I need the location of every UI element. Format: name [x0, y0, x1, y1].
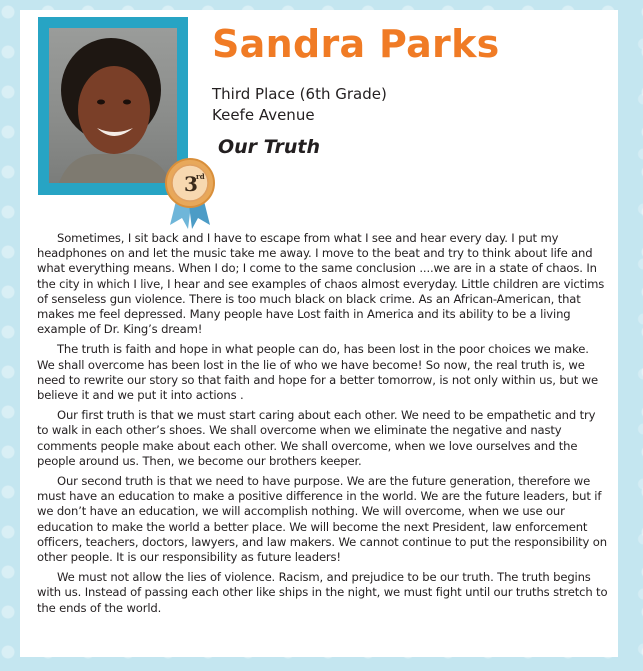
award-place: Third Place (6th Grade): [212, 85, 387, 103]
essay-paragraph: Our second truth is that we need to have purpose. We are the future generation, therefore we must have an education to make a positive difference in the world. We are the future leaders, but if we don’t have an education, we will accomplish nothing. We will overcome, when we use our education to make the world a better place. We will become the next President, law enforcement officers, teachers, doctors, lawyers, and law makers. We cannot continue to put the responsibility on other people. It is our responsibility as future leaders!: [37, 474, 607, 565]
portrait-photo: [49, 28, 177, 183]
essay-paragraph: We must not allow the lies of violence. Racism, and prejudice to be our truth. The truth begins with us. Instead of passing each other like ships in the night, we must fight until our truths stretch to the ends of the world.: [37, 570, 608, 615]
essay-title: Our Truth: [218, 136, 321, 158]
medal-label: 3: [184, 172, 198, 196]
essay-body: [37, 231, 609, 621]
essay-paragraph: Our first truth is that we must start caring about each other. We need to be empathetic and try to walk in each other’s shoes. We shall overcome when we eliminate the negative and nasty comments people make about each other. We shall overcome, when we love ourselves and the people around us. Then, we become our brothers keeper.: [37, 408, 596, 468]
essay-paragraph: Sometimes, I sit back and I have to escape from what I see and hear every day. I put my headphones on and let the music take me away. I move to the beat and try to think about life and what everything means. When I do; I come to the same conclusion ....we are in a state of chaos. In the city in which I live, I hear and see examples of chaos almost everyday. Little children are victims of senseless gun violence. There is too much black on black crime. As an African-American, that makes me feel depressed. Many people have Lost faith in America and its ability to be a living example of Dr. King’s dream!: [37, 231, 605, 337]
medal-suffix: rd: [196, 172, 205, 181]
third-place-medal-icon: [160, 155, 220, 230]
author-name: Sandra Parks: [212, 22, 500, 66]
school-name: Keefe Avenue: [212, 106, 315, 124]
essay-paragraph: The truth is faith and hope in what people can do, has been lost in the poor choices we make. We shall overcome has been lost in the lie of who we have become! So now, the real truth is, we need to rewrite our story so that faith and hope for a better tomorrow, is not only within us, but we believe it and we put it into actions .: [37, 342, 598, 403]
